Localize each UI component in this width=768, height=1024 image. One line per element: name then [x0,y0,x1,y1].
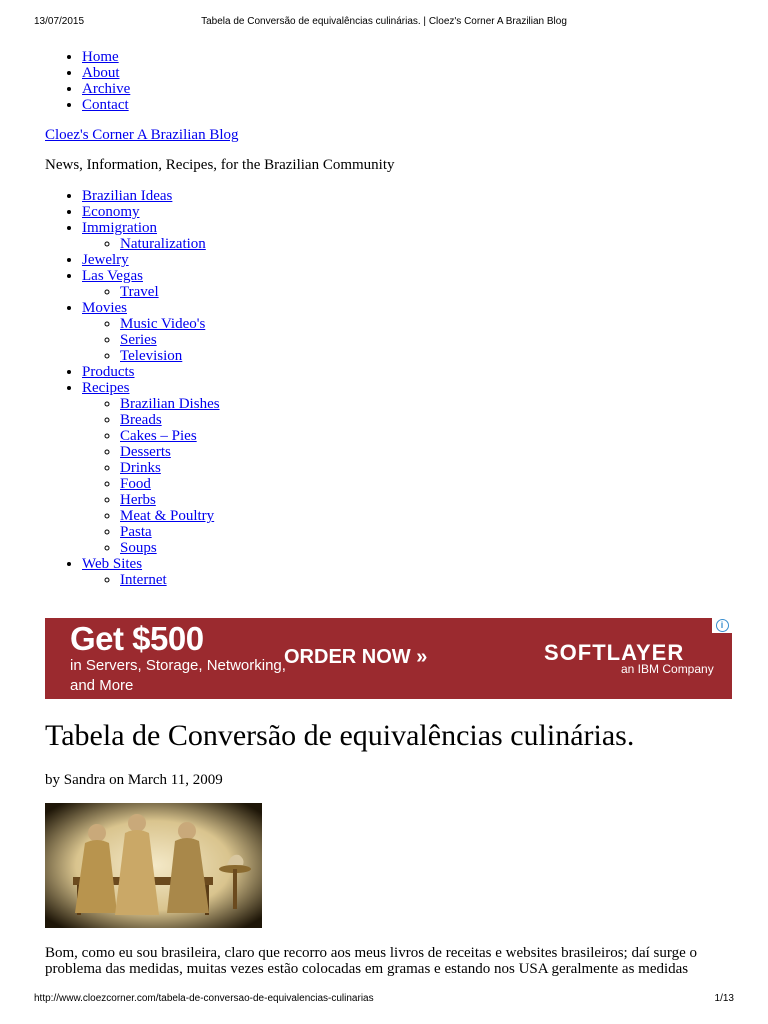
subcategory-list [82,572,220,588]
category-link-las-vegas[interactable]: Las Vegas [82,268,143,284]
subcategory-item [120,412,220,428]
category-link-movies[interactable]: Movies [82,300,127,316]
nav-link-home[interactable]: Home [82,49,119,65]
nav-item [82,97,130,113]
nav-item [82,65,130,81]
subcategory-item [120,524,220,540]
ad-order-button[interactable]: ORDER NOW » [284,646,428,668]
subcategory-list [82,316,220,364]
post-body-text: Bom, como eu sou brasileira, claro que recorro aos meus livros de receitas e websites brasileiros; daí surge o problema das medidas, muitas vezes estão colocadas em gramas e estando nos USA geralmente as medidas [45,945,698,977]
print-footer [34,993,734,1007]
subcategory-link-music-video-s[interactable]: Music Video's [120,316,206,332]
ad-headline: Get $500 [70,620,204,657]
subcategory-item [120,396,220,412]
subcategory-item [120,332,220,348]
print-header [34,16,734,30]
subcategory-link-television[interactable]: Television [120,348,183,364]
category-link-web-sites[interactable]: Web Sites [82,556,143,572]
subcategory-link-drinks[interactable]: Drinks [120,460,161,476]
site-tagline: News, Information, Recipes, for the Brazilian Community [45,157,395,173]
subcategory-item [120,444,220,460]
category-link-recipes[interactable]: Recipes [82,380,130,396]
ad-brand-subtitle: an IBM Company [621,662,714,676]
subcategory-item [120,316,220,332]
subcategory-list [82,396,220,556]
info-icon[interactable]: i [712,618,732,633]
category-item [82,252,220,268]
print-date: 13/07/2015 [34,16,85,27]
nav-link-contact[interactable]: Contact [82,97,129,113]
subcategory-link-herbs[interactable]: Herbs [120,492,156,508]
category-item [82,556,220,588]
subcategory-item [120,476,220,492]
subcategory-link-series[interactable]: Series [120,332,157,348]
subcategory-list [82,236,220,252]
subcategory-item [120,540,220,556]
subcategory-item [120,236,220,252]
subcategory-link-cakes-pies[interactable]: Cakes – Pies [120,428,197,444]
category-item [82,300,220,364]
print-url: http://www.cloezcorner.com/tabela-de-conversao-de-equivalencias-culinarias [34,993,374,1004]
category-item [82,204,220,220]
category-link-economy[interactable]: Economy [82,204,140,220]
post-illustration [45,803,262,928]
subcategory-link-meat-poultry[interactable]: Meat & Poultry [120,508,215,524]
category-item [82,364,220,380]
category-navigation [82,188,220,588]
subcategory-item [120,572,220,588]
category-link-jewelry[interactable]: Jewelry [82,252,129,268]
subcategory-link-food[interactable]: Food [120,476,151,492]
subcategory-item [120,348,220,364]
subcategory-item [120,284,220,300]
top-navigation [82,49,130,113]
site-title-link[interactable]: Cloez's Corner A Brazilian Blog [45,127,239,143]
ad-brand-logo: SOFTLAYER [544,640,685,665]
category-item [82,220,220,252]
subcategory-link-travel[interactable]: Travel [120,284,159,300]
category-link-brazilian-ideas[interactable]: Brazilian Ideas [82,188,173,204]
ad-banner[interactable] [45,618,732,699]
subcategory-item [120,492,220,508]
subcategory-link-breads[interactable]: Breads [120,412,162,428]
category-link-products[interactable]: Products [82,364,135,380]
category-item [82,268,220,300]
category-link-immigration[interactable]: Immigration [82,220,157,236]
print-page-title: Tabela de Conversão de equivalências culinárias. | Cloez's Corner A Brazilian Blog [201,16,567,27]
category-item [82,380,220,556]
subcategory-item [120,508,220,524]
subcategory-link-naturalization[interactable]: Naturalization [120,236,206,252]
subcategory-link-brazilian-dishes[interactable]: Brazilian Dishes [120,396,220,412]
category-item [82,188,220,204]
ad-subline: in Servers, Storage, Networking, and More [70,657,286,694]
print-page-number: 1/13 [714,993,734,1004]
subcategory-link-soups[interactable]: Soups [120,540,157,556]
post-title: Tabela de Conversão de equivalências culinárias. [45,719,635,752]
subcategory-item [120,428,220,444]
post-byline: by Sandra on March 11, 2009 [45,772,223,788]
nav-link-about[interactable]: About [82,65,120,81]
nav-item [82,81,130,97]
subcategory-link-internet[interactable]: Internet [120,572,167,588]
nav-item [82,49,130,65]
subcategory-link-pasta[interactable]: Pasta [120,524,152,540]
subcategory-link-desserts[interactable]: Desserts [120,444,171,460]
nav-link-archive[interactable]: Archive [82,81,131,97]
subcategory-list [82,284,220,300]
subcategory-item [120,460,220,476]
